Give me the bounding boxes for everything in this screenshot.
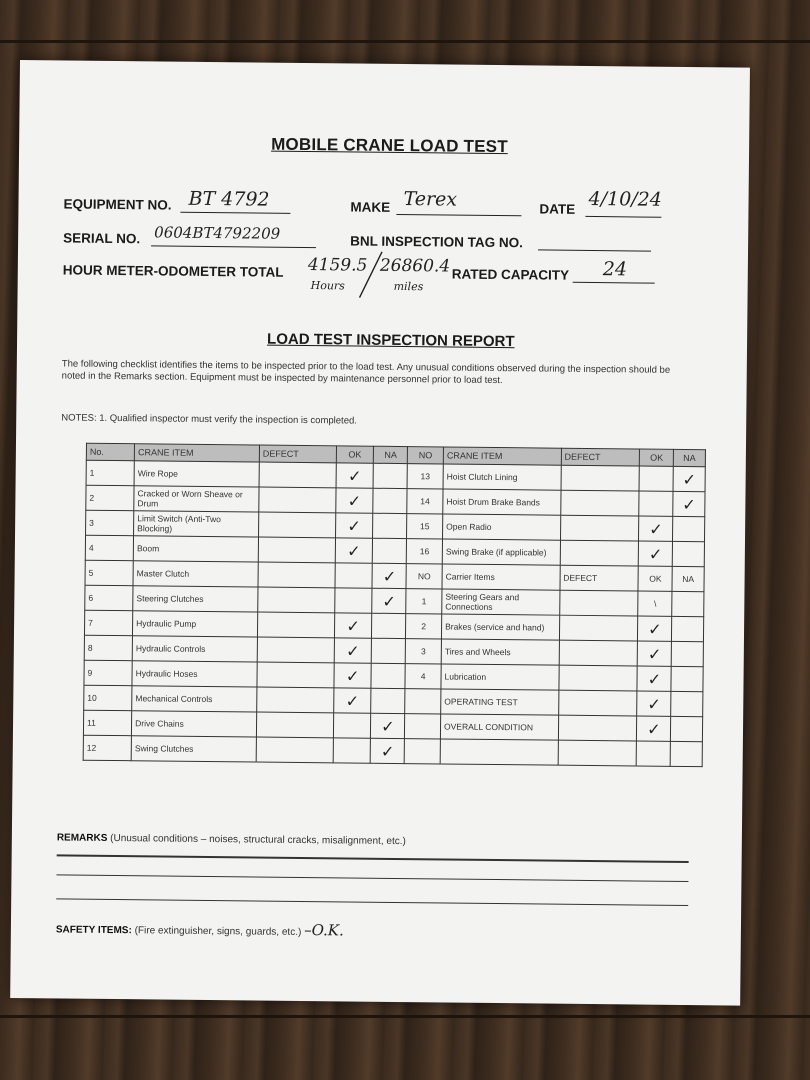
ok-cell	[333, 713, 371, 738]
ok-cell: ✓	[335, 488, 373, 513]
hour-meter-label: HOUR METER-ODOMETER TOTAL	[62, 262, 284, 280]
safety-section	[56, 918, 344, 939]
wood-seam	[0, 1015, 810, 1018]
na-cell	[371, 663, 405, 688]
na-cell-right: ✓	[673, 466, 705, 491]
row-number: 7	[84, 610, 132, 636]
row-number: 11	[83, 710, 131, 736]
na-cell	[373, 538, 407, 563]
tag-label: BNL INSPECTION TAG NO.	[350, 233, 523, 251]
na-cell-right	[673, 516, 705, 541]
date-value: 4/10/24	[588, 187, 662, 211]
header-cell: OK	[336, 446, 374, 463]
defect-cell-right: DEFECT	[560, 565, 639, 591]
na-cell: ✓	[371, 738, 405, 763]
header-cell: DEFECT	[561, 448, 640, 466]
equipment-value: BT 4792	[188, 187, 270, 211]
defect-cell-right	[558, 715, 637, 741]
na-cell-right	[671, 666, 703, 691]
defect-cell	[259, 487, 336, 513]
na-cell-right	[671, 716, 703, 741]
row-number: 2	[86, 485, 134, 511]
row-number: 3	[86, 510, 134, 536]
capacity-line	[573, 282, 655, 284]
crane-item: Boom	[133, 536, 258, 562]
na-cell	[374, 463, 408, 488]
tag-line	[538, 249, 651, 251]
row-number-right: 4	[405, 664, 441, 689]
defect-cell-right	[560, 515, 639, 541]
defect-cell	[257, 687, 334, 713]
row-number: 6	[85, 585, 133, 611]
header-cell: NA	[374, 446, 408, 463]
na-cell: ✓	[372, 563, 406, 588]
ok-cell-right: ✓	[639, 541, 673, 566]
ok-cell-right: ✓	[638, 616, 672, 641]
defect-cell	[258, 512, 335, 538]
date-line	[585, 216, 661, 218]
make-value: Terex	[403, 188, 458, 211]
remarks-line	[56, 898, 688, 906]
crane-item-right: Tires and Wheels	[441, 639, 559, 665]
ok-cell-right: ✓	[637, 716, 671, 741]
ok-cell: ✓	[334, 613, 372, 638]
defect-cell-right	[560, 540, 639, 566]
ok-cell: ✓	[335, 513, 373, 538]
miles-note: miles	[393, 279, 424, 294]
safety-hint: (Fire extinguisher, signs, guards, etc.)	[134, 925, 302, 938]
defect-cell	[258, 587, 335, 613]
table-row	[83, 735, 702, 766]
header-cell: NO	[408, 447, 444, 464]
crane-item-right: Steering Gears and Connections	[442, 589, 560, 615]
safety-label: SAFETY ITEMS:	[55, 924, 132, 937]
row-number: 9	[84, 660, 132, 686]
defect-cell-right	[561, 465, 640, 491]
na-cell: ✓	[371, 713, 405, 738]
defect-cell-right	[558, 690, 637, 716]
remarks-label: REMARKS	[56, 832, 108, 844]
inspection-form-sheet	[10, 60, 750, 1006]
wood-seam	[0, 40, 810, 43]
report-subtitle: LOAD TEST INSPECTION REPORT	[267, 330, 515, 351]
na-cell	[372, 638, 406, 663]
hours-value: 4159.5	[307, 255, 368, 276]
crane-item-right: Swing Brake (if applicable)	[442, 539, 560, 565]
ok-cell	[333, 738, 371, 763]
defect-cell	[259, 462, 336, 488]
slash-divider	[356, 250, 387, 300]
header-cell: No.	[86, 443, 134, 461]
na-cell	[373, 488, 407, 513]
row-number: 1	[86, 460, 134, 486]
defect-cell	[256, 712, 333, 738]
row-number: 12	[83, 735, 131, 761]
na-cell-right: NA	[672, 566, 704, 591]
crane-item-right: OPERATING TEST	[441, 689, 559, 715]
defect-cell-right	[559, 615, 638, 641]
defect-cell	[256, 737, 333, 763]
row-number-right: 16	[406, 539, 442, 564]
capacity-value: 24	[602, 258, 628, 281]
crane-item: Master Clutch	[133, 561, 258, 587]
row-number-right: 15	[407, 514, 443, 539]
na-cell-right: ✓	[673, 491, 705, 516]
na-cell-right	[671, 691, 703, 716]
crane-item-right: Brakes (service and hand)	[441, 614, 559, 640]
header-cell: NA	[673, 449, 705, 466]
ok-cell: ✓	[336, 463, 374, 488]
crane-item-right: Carrier Items	[442, 564, 560, 590]
crane-item: Hydraulic Pump	[133, 611, 258, 637]
row-number: 8	[84, 635, 132, 661]
ok-cell-right: ✓	[637, 691, 671, 716]
ok-cell-right: ✓	[637, 666, 671, 691]
row-number-right: 13	[407, 464, 443, 489]
remarks-hint: (Unusual conditions – noises, structural cracks, misalignment, etc.)	[110, 832, 406, 848]
ok-cell: ✓	[334, 638, 372, 663]
defect-cell	[258, 562, 335, 588]
na-cell-right	[671, 641, 703, 666]
ok-cell-right	[637, 741, 671, 766]
miles-value: 26860.4	[379, 255, 451, 277]
form-title: MOBILE CRANE LOAD TEST	[271, 134, 508, 157]
row-number-right	[404, 739, 440, 764]
hours-note: Hours	[310, 279, 345, 293]
crane-item: Drive Chains	[132, 711, 257, 737]
make-line	[396, 214, 521, 216]
na-cell-right	[672, 541, 704, 566]
header-cell: OK	[640, 449, 674, 466]
defect-cell	[257, 612, 334, 638]
na-cell: ✓	[372, 588, 406, 613]
ok-cell-right	[639, 466, 673, 491]
serial-line	[151, 245, 316, 248]
crane-item: Wire Rope	[134, 461, 259, 487]
row-number-right: 2	[406, 614, 442, 639]
notes-line: NOTES: 1. Qualified inspector must verify the inspection is completed.	[61, 412, 357, 427]
row-number-right	[405, 689, 441, 714]
na-cell	[371, 688, 405, 713]
safety-value: –O.K.	[304, 921, 344, 940]
remarks-section	[57, 832, 406, 847]
crane-item: Hydraulic Controls	[132, 636, 257, 662]
capacity-label: RATED CAPACITY	[451, 266, 570, 283]
ok-cell-right: \	[638, 591, 672, 616]
row-number-right: NO	[406, 564, 442, 589]
defect-cell-right	[559, 590, 638, 616]
defect-cell-right	[559, 665, 638, 691]
header-cell: CRANE ITEM	[443, 447, 561, 465]
serial-value: 0604BT4792209	[154, 223, 281, 243]
row-number-right	[405, 714, 441, 739]
crane-item: Steering Clutches	[133, 586, 258, 612]
remarks-line	[56, 874, 688, 882]
ok-cell-right: ✓	[638, 641, 672, 666]
na-cell	[372, 613, 406, 638]
header-cell: CRANE ITEM	[134, 444, 259, 462]
na-cell-right	[672, 616, 704, 641]
inspection-checklist-table	[83, 443, 706, 767]
defect-cell-right	[559, 640, 638, 666]
defect-cell-right	[560, 490, 639, 516]
make-label: MAKE	[350, 199, 391, 215]
crane-item-right: Hoist Drum Brake Bands	[443, 489, 561, 515]
ok-cell: ✓	[335, 538, 373, 563]
header-cell: DEFECT	[259, 445, 336, 463]
intro-paragraph: The following checklist identifies the items to be inspected prior to the load test. Any unusual conditions observed during the inspection should be noted in the Remarks section. Equipment must be inspected by maintenance personnel prior to load test.	[61, 358, 671, 387]
ok-cell-right: ✓	[639, 516, 673, 541]
crane-item: Mechanical Controls	[132, 686, 257, 712]
row-number: 4	[85, 535, 133, 561]
row-number-right: 14	[407, 489, 443, 514]
ok-cell-right: OK	[638, 566, 672, 591]
defect-cell	[257, 662, 334, 688]
crane-item: Swing Clutches	[131, 736, 256, 762]
equipment-label: EQUIPMENT NO.	[63, 196, 172, 213]
crane-item-right: OVERALL CONDITION	[440, 714, 558, 740]
na-cell-right	[670, 741, 702, 766]
crane-item-right: Open Radio	[443, 514, 561, 540]
crane-item: Limit Switch (Anti-Two Blocking)	[134, 511, 259, 537]
ok-cell: ✓	[334, 663, 372, 688]
ok-cell	[335, 563, 373, 588]
serial-label: SERIAL NO.	[63, 230, 141, 247]
defect-cell	[258, 537, 335, 563]
crane-item: Hydraulic Hoses	[132, 661, 257, 687]
na-cell-right	[672, 591, 704, 616]
row-number: 5	[85, 560, 133, 586]
defect-cell-right	[558, 740, 637, 766]
equipment-line	[180, 212, 290, 214]
crane-item-right	[440, 739, 558, 765]
defect-cell	[257, 637, 334, 663]
row-number-right: 1	[406, 589, 442, 614]
ok-cell	[334, 588, 372, 613]
crane-item-right: Lubrication	[441, 664, 559, 690]
remarks-line	[57, 854, 689, 863]
crane-item-right: Hoist Clutch Lining	[443, 464, 561, 490]
na-cell	[373, 513, 407, 538]
ok-cell: ✓	[333, 688, 371, 713]
row-number: 10	[84, 685, 132, 711]
ok-cell-right	[639, 491, 673, 516]
row-number-right: 3	[405, 639, 441, 664]
date-label: DATE	[539, 201, 576, 217]
crane-item: Cracked or Worn Sheave or Drum	[134, 486, 259, 512]
